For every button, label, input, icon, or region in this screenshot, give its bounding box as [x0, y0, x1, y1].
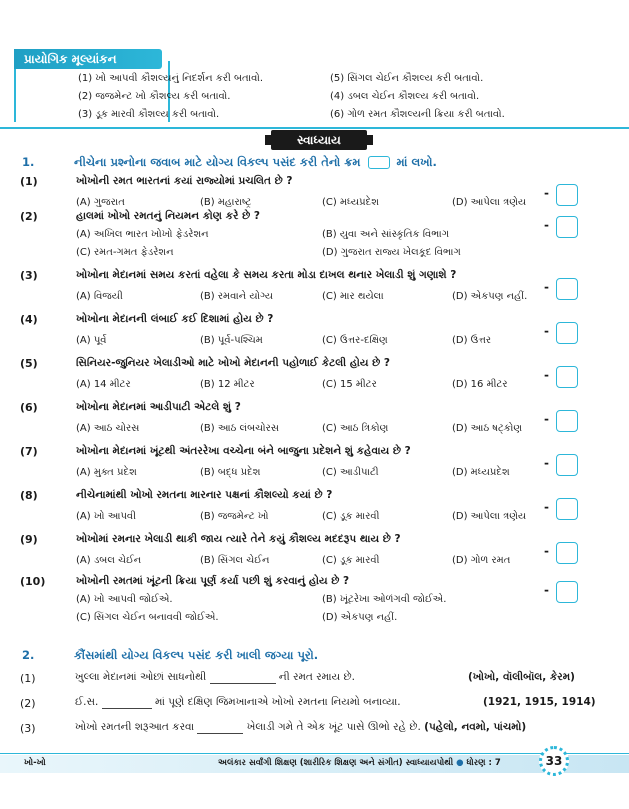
option: (C) ડૂક મારવી: [322, 511, 380, 522]
section2-number: 2.: [22, 648, 35, 662]
answer-box[interactable]: [556, 542, 578, 564]
answer-box[interactable]: [556, 498, 578, 520]
option: (C) ડૂક મારવી: [322, 555, 380, 566]
option: (A) 14 મીટર: [76, 379, 131, 390]
option: (B) 12 મીટર: [200, 379, 255, 390]
option: (A) આઠ ચોરસ: [76, 423, 140, 434]
question-text: સિનિયર-જુનિયર ખેલાડીઓ માટે ખોખો મેદાનની પહોળાઈ કેટલી હોય છે ?: [76, 357, 391, 369]
fill-text-a: ઈ.સ.: [75, 696, 99, 708]
option: (C) આડીપાટી: [322, 467, 379, 478]
option: (B) ખૂંટરેખા ઓળંગવી જોઈએ.: [322, 594, 447, 605]
fill-item-number: (1): [20, 672, 36, 685]
option: (B) રમવાને યોગ્ય: [200, 291, 274, 302]
section1-title-a: નીચેના પ્રશ્નોના જવાબ માટે યોગ્ય વિકલ્પ પસંદ કરી તેનો ક્રમ: [74, 155, 361, 169]
question-number: (6): [20, 401, 38, 414]
footer-subject: ખો-ખો: [24, 758, 46, 768]
practical-item: (6) ગોળ રમત કૌશલ્યની ક્રિયા કરી બતાવો.: [330, 109, 505, 120]
question-text: નીચેનામાંથી ખોખો રમતના મારનાર પક્ષનાં કૌશલ્યો કયાં છે ?: [76, 489, 333, 501]
option: (A) ખો આપવી જોઈએ.: [76, 594, 173, 605]
answer-box[interactable]: [556, 454, 578, 476]
answer-box[interactable]: [556, 366, 578, 388]
answer-dash: -: [544, 456, 549, 470]
question-text: ખોખોની રમત ભારતનાં કયાં રાજ્યોમાં પ્રચલિત છે ?: [76, 175, 293, 187]
question-number: (3): [20, 269, 38, 282]
answer-box[interactable]: [556, 322, 578, 344]
question-number: (2): [20, 210, 38, 223]
footer-grade: ધોરણ : 7: [466, 758, 501, 768]
question-text: ખોખોના મેદાનમાં ખૂંટથી અંતરરેખા વચ્ચેના બંને બાજુના પ્રદેશને શું કહેવાય છે ?: [76, 445, 411, 457]
practical-item: (1) ખો આપવી કૌશલ્યનું નિદર્શન કરી બતાવો.: [78, 73, 264, 84]
question-text: ખોખોની રમતમાં ખૂંટની ક્રિયા પૂર્ણ કર્યા પછી શું કરવાનું હોય છે ?: [76, 575, 350, 587]
fill-text-a: ખોખો રમતની શરૂઆત કરવા: [75, 721, 195, 733]
option: (B) મહારાષ્ટ્ર: [200, 197, 252, 208]
answer-box[interactable]: [556, 278, 578, 300]
option: (D) ગુજરાત રાજ્ય ખેલકૂદ વિભાગ: [322, 247, 461, 258]
option: (C) આઠ ત્રિકોણ: [322, 423, 389, 434]
question-text: ખોખોમાં રમનાર ખેલાડી થાકી જાય ત્યારે તેને કયું કૌશલ્ય મદદરૂપ થાય છે ?: [76, 533, 401, 545]
fill-item-number: (3): [20, 722, 36, 735]
question-number: (5): [20, 357, 38, 370]
answer-box[interactable]: [556, 581, 578, 603]
option: (D) ગોળ રમત: [452, 555, 511, 566]
option: (A) વિજયી: [76, 291, 123, 302]
option: (A) ગુજરાત: [76, 197, 125, 208]
option: (B) સિંગલ ચેઈન: [200, 555, 270, 566]
option: (A) મુક્ત પ્રદેશ: [76, 467, 137, 478]
option: (A) ડબલ ચેઈન: [76, 555, 142, 566]
footer-bullet: ●: [456, 758, 467, 768]
option: (B) જજમેન્ટ ખો: [200, 511, 269, 522]
fill-choices: (પહેલો, નવમો, પાંચમો): [424, 721, 527, 733]
fill-choices: (ખોખો, વૉલીબૉલ, કેરમ): [468, 671, 575, 683]
section1-number: 1.: [22, 155, 35, 169]
answer-dash: -: [544, 412, 549, 426]
option: (D) ઉત્તર: [452, 335, 492, 346]
option: (C) ઉત્તર-દક્ષિણ: [322, 335, 388, 346]
question-text: ખોખોના મેદાનમાં આડીપાટી એટલે શું ?: [76, 401, 241, 413]
section1-title: [74, 155, 437, 170]
footer-center-text: અલંકાર સર્વાંગી શિક્ષણ (શારીરિક શિક્ષણ અને સંગીત) સ્વાધ્યાયપોથી: [218, 758, 454, 768]
answer-box[interactable]: [556, 184, 578, 206]
answer-dash: -: [544, 368, 549, 382]
option: (D) આઠ ષટ્કોણ: [452, 423, 523, 434]
option: (C) મધ્યપ્રદેશ: [322, 197, 379, 208]
option: (C) માર થયેલા: [322, 291, 384, 302]
option: (D) એકપણ નહીં.: [452, 291, 528, 302]
option: (C) સિંગલ ચેઈન બનાવવી જોઈએ.: [76, 612, 219, 623]
footer-book-title: [218, 758, 501, 768]
option: (D) 16 મીટર: [452, 379, 508, 390]
fill-item-text: [75, 721, 526, 734]
answer-box-sample: [368, 156, 390, 169]
answer-box[interactable]: [556, 410, 578, 432]
blank-line[interactable]: [197, 733, 243, 734]
section-divider: [0, 127, 629, 129]
option: (A) અખિલ ભારત ખોખો ફેડરેશન: [76, 229, 209, 240]
option: (B) પૂર્વ-પશ્ચિમ: [200, 335, 263, 346]
answer-box[interactable]: [556, 216, 578, 238]
question-text: ખોખોના મેદાનમાં સમય કરતાં વહેલા કે સમય કરતા મોડા દાખલ થનાર ખેલાડી શું ગણાશે ?: [76, 269, 457, 281]
question-number: (8): [20, 489, 38, 502]
fill-text-b: ખેલાડી ગમે તે એક ખૂંટ પાસે ઊભો રહે છે.: [246, 721, 421, 733]
answer-dash: -: [544, 583, 549, 597]
fill-item-text: [75, 696, 401, 709]
fill-choices: (1921, 1915, 1914): [483, 696, 596, 708]
practical-item: (5) સિંગલ ચેઈન કૌશલ્ય કરી બતાવો.: [330, 73, 484, 84]
option: (A) પૂર્વ: [76, 335, 107, 346]
option: (C) 15 મીટર: [322, 379, 377, 390]
fill-item-number: (2): [20, 697, 36, 710]
question-number: (4): [20, 313, 38, 326]
fill-item-text: [75, 671, 355, 684]
answer-dash: -: [544, 218, 549, 232]
option: (B) બદ્ધ પ્રદેશ: [200, 467, 261, 478]
answer-dash: -: [544, 500, 549, 514]
option: (A) ખો આપવી: [76, 511, 137, 522]
blank-line[interactable]: [210, 683, 276, 684]
page-number: 33: [539, 746, 569, 776]
option: (D) આપેલા ત્રણેય: [452, 197, 527, 208]
blank-line[interactable]: [102, 708, 152, 709]
question-text: હાલમાં ખોખો રમતનું નિયમન કોણ કરે છે ?: [76, 210, 260, 222]
option: (B) યુવા અને સાંસ્કૃતિક વિભાગ: [322, 229, 449, 240]
answer-dash: -: [544, 280, 549, 294]
option: (C) રમત-ગમત ફેડરેશન: [76, 247, 174, 258]
answer-dash: -: [544, 186, 549, 200]
option: (D) મધ્યપ્રદેશ: [452, 467, 510, 478]
practical-item: (3) ડૂક મારવી કૌશલ્ય કરી બતાવો.: [78, 109, 220, 120]
answer-dash: -: [544, 324, 549, 338]
section2-title: કૌંસમાંથી યોગ્ય વિકલ્પ પસંદ કરી ખાલી જગ્યા પૂરો.: [74, 648, 319, 662]
option: (B) આઠ લંબચોરસ: [200, 423, 279, 434]
question-text: ખોખોના મેદાનની લંબાઈ કઈ દિશામાં હોય છે ?: [76, 313, 274, 325]
fill-text-b: ની રમત રમાય છે.: [278, 671, 356, 683]
question-number: (1): [20, 175, 38, 188]
question-number: (9): [20, 533, 38, 546]
question-number: (10): [20, 575, 46, 588]
option: (D) આપેલા ત્રણેય: [452, 511, 527, 522]
option: (D) એકપણ નહીં.: [322, 612, 398, 623]
fill-text-a: ખુલ્લા મેદાનમાં ઓછાં સાધનોથી: [75, 671, 207, 683]
practical-item: (4) ડબલ ચેઈન કૌશલ્ય કરી બતાવો.: [330, 91, 480, 102]
practical-title: પ્રાયોગિક મૂલ્યાંકન: [14, 49, 162, 69]
answer-dash: -: [544, 544, 549, 558]
practical-item: (2) જજમેન્ટ ખો કૌશલ્ય કરી બતાવો.: [78, 91, 231, 102]
section1-title-b: માં લખો.: [396, 155, 437, 169]
question-number: (7): [20, 445, 38, 458]
footer-line: [0, 753, 629, 754]
fill-text-b: માં પૂણે દક્ષિણ જિમખાનાએ ખોખો રમતના નિયમો બનાવ્યા.: [154, 696, 401, 708]
svadhyay-banner: સ્વાધ્યાય: [271, 130, 367, 150]
